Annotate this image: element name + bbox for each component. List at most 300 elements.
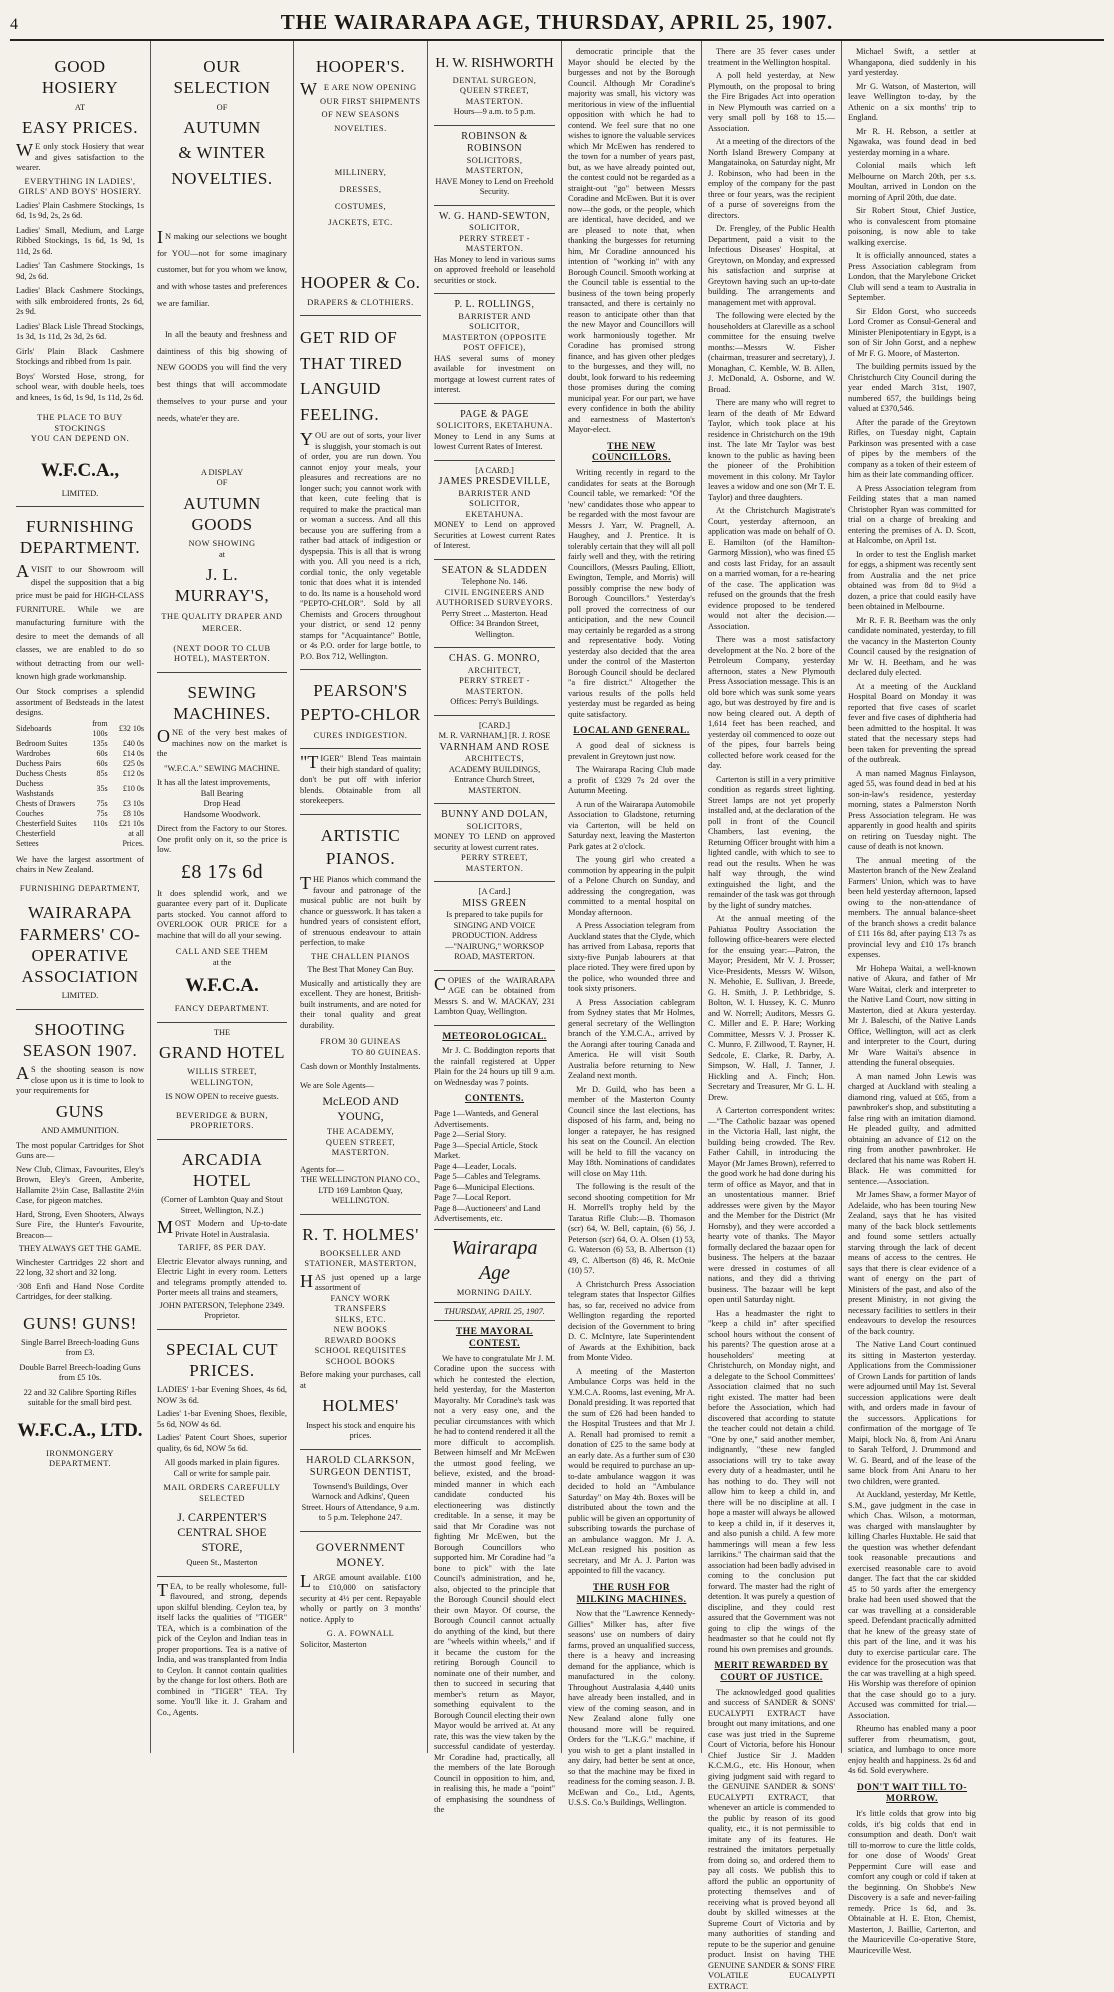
hand-sewton-ad xyxy=(434,206,555,295)
ad-address: QUEEN STREET, MASTERTON. xyxy=(325,1137,396,1158)
table-cell: 135s xyxy=(92,738,108,748)
ad-subheading: DENTAL SURGEON, xyxy=(452,75,537,85)
ad-subheading: BARRISTER AND SOLICITOR, xyxy=(458,311,531,331)
ad-heading: AUTUMN xyxy=(183,118,261,137)
ad-subheading: MAIL ORDERS CAREFULLY SELECTED xyxy=(163,1483,281,1503)
ad-heading: GUNS xyxy=(55,1101,105,1121)
special-prices-ad xyxy=(157,1330,287,1577)
ad-heading: SHOOTING SEASON 1907. xyxy=(22,1019,138,1061)
ad-text: Hours—9 a.m. to 5 p.m. xyxy=(453,107,536,116)
ad-subheading: ARCHITECT, xyxy=(467,665,522,675)
rishworth-ad xyxy=(434,47,555,126)
table-cell: £25 0s xyxy=(122,758,144,768)
ad-text: Telephone No. 146. xyxy=(461,577,528,586)
section-heading: THE RUSH FOR MILKING MACHINES. xyxy=(576,1582,687,1605)
story-paragraph: A Press Association telegram from Feilding states that a man named Christopher Ryan was committed for trial on a charge of breaking and entering the premises of A. D. Scott, at Halcombe, on April 1st. xyxy=(848,483,976,545)
table-cell: Duchess Washstands xyxy=(16,778,54,798)
ad-company: W.F.C.A., LTD. xyxy=(17,1419,143,1441)
ad-heading: ARCADIA HOTEL xyxy=(181,1149,263,1191)
ad-company: P. L. ROLLINGS, xyxy=(454,299,535,310)
ad-text: AT xyxy=(74,102,86,112)
ad-body: All goods marked in plain figures. Call or write for sample pair. xyxy=(164,1458,280,1478)
story-paragraph: Michael Swift, a settler at Whangapona, died suddenly in his yard yesterday. xyxy=(848,47,976,77)
table-cell: Chesterfield Suites xyxy=(16,818,77,828)
ad-body: Inspect his stock and enquire his prices. xyxy=(305,1420,416,1441)
ad-heading: GRAND HOTEL xyxy=(159,1043,285,1063)
ad-heading: SEWING MACHINES. xyxy=(173,682,271,724)
list-item: Ladies' Patent Court Shoes, superior quality, 6s 6d, NOW 5s 6d. xyxy=(157,1433,287,1453)
list-item: Girls' Plain Black Cashmere Stockings and ribbed from 1s pair. xyxy=(16,346,144,367)
pepto-ad xyxy=(300,316,421,670)
list-item: Single Barrel Breech-loading Guns from £3. xyxy=(21,1337,139,1358)
ad-address: QUEEN STREET, MASTERTON. xyxy=(459,86,530,106)
ad-text: THE xyxy=(213,1027,231,1037)
ad-subheading: EVERYTHING IN LADIES', GIRLS' AND BOYS' HOSIERY. xyxy=(18,176,142,197)
story-paragraph: Carterton is still in a very primitive condition as regards street lighting. Street lamps are not yet properly installed and, at the declaration of the poll in front of the Council Chambers, last evening, the Returning Officer brought with him a lighted candle, with which to see to read out the results. When he was half way through, the wind extinguished the light, and the remainder of the task was got through by the light of sundry matches. xyxy=(708,774,835,910)
bunny-dolan-ad xyxy=(434,804,555,882)
table-cell: 110s xyxy=(92,818,108,828)
ad-text: IRONMONGERY DEPARTMENT. xyxy=(46,1448,114,1469)
ad-company: G. A. FOWNALL xyxy=(326,1629,395,1639)
ad-body: Has Money to lend in various sums on approved freehold or leasehold securities or stock. xyxy=(434,254,555,285)
story-paragraph: The Wairarapa Racing Club made a profit of £329 7s 2d over the Autumn Meeting. xyxy=(568,765,695,796)
story-paragraph: A Christchurch Press Association telegram states that Inspector Gilfies has, so far, received no advice from Wellington regarding the reported decision of the Government to bring D. C. McIntyre, late Superintendent of Awards at the Exhibition, back from Monte Video. xyxy=(568,1279,695,1363)
ad-subheading: CIVIL ENGINEERS AND AUTHORISED SURVEYORS. xyxy=(435,587,554,607)
ad-subheading: FURNISHING DEPARTMENT, xyxy=(19,883,141,893)
ad-text: TO 80 GUINEAS. xyxy=(351,1047,421,1057)
presdeville-ad xyxy=(434,461,555,560)
dentist-ad xyxy=(300,1450,421,1532)
ad-company: SEATON & SLADDEN xyxy=(441,564,548,576)
ad-text: We are Sole Agents— xyxy=(300,1080,374,1090)
list-item: Boys' Worsted Hose, strong, for school wear, with double heels, toes and knees, 1s 6d, 1s 9d, 1s 11d, 2s 6d. xyxy=(16,371,144,402)
ad-text: M. R. VARNHAM,] [R. J. ROSE xyxy=(438,731,551,740)
story-paragraph: A Press Association telegram from Auckland states that the Clyde, which has arrived from Labasa, reports that sixty-five Punjab labourers at that place rioted. They were fired upon by the police, who wounded three and took sixty prisoners. xyxy=(568,921,695,994)
ad-body: Direct from the Factory to our Stores. One profit only on it, so the price is low. xyxy=(157,824,287,855)
ad-body: WE only stock Hosiery that wear and gives satisfaction to the wearer. xyxy=(16,140,144,173)
story-paragraph: At the Christchurch Magistrate's Court, yesterday afternoon, an application was made on behalf of O. E. Hamilton (of the Hamilton-Garmorg Mission), who was fined £5 and costs last Friday, for an assault on a married woman, for a re-hearing of the case. The application was refused on the grounds that the fresh evidence proposed to be tendered would not alter the decision.—Association. xyxy=(708,506,835,631)
ad-body: "TIGER" Blend Teas maintain their high standard of quality; don't be put off with inferior blends. Obtainable from all storekeepers. xyxy=(300,752,421,806)
section-heading: THE NEW COUNCILLORS. xyxy=(591,441,672,464)
list-item: FANCY WORK xyxy=(330,1293,391,1303)
ad-subheading: THE QUALITY DRAPER AND MERCER. xyxy=(161,611,283,634)
ad-heading: AUTUMN GOODS xyxy=(183,493,261,534)
story-paragraph: It's little colds that grow into big colds, it's big colds that end in consumption and death. Don't wait till to-morrow to cure the little colds, for one dose of Woods' Great Peppermint Cure will ease and comfort any cough or cold if taken at the beginning. On Shobbe's New Discovery is a safe and never-failing remedy. Price 1s 6d, and 3s. Obtainable at H. E. Eton, Chemist, Masterton, J. Baillie, Carterton, and the Mauriceville Co-operative Store, Mauriceville West. xyxy=(848,1809,976,1955)
ad-subheading: TARIFF, 8S PER DAY. xyxy=(178,1243,266,1253)
story-paragraph: A man named Magnus Finlayson, aged 55, was found dead in bed at his son-in-law's residence, yesterday morning, states a Palmerston North Press Association telegram. He was apparently in good health and spirits on retiring on Tuesday night. The cause of death is not known. xyxy=(848,768,976,851)
story-paragraph: In order to test the English market for eggs, a shipment was recently sent from Australia and the net price obtained was from 8d to 9½d a dozen, a price that could easily have been obtained in Melbourne. xyxy=(848,549,976,611)
list-item: The most popular Cartridges for Shot Guns are— xyxy=(16,1140,144,1161)
story-paragraph: Mr J. C. Boddington reports that the rainfall registered at Upper Plain for the 24 hours up till 9 a.m. on Wednesday was 7 points. xyxy=(434,1046,555,1087)
ad-heading: HOOPER'S. xyxy=(315,57,406,76)
ad-address: MASTERTON, xyxy=(465,166,524,175)
column-7 xyxy=(842,41,982,1955)
ad-body: HAVE Money to Lend on Freehold Security. xyxy=(435,176,554,196)
story-paragraph: Rheumo has enabled many a poor sufferer from rheumatism, gout, sciatica, and lumbago to once more enjoy health and happiness. 2s 6d and 4s 6d. Sold everywhere. xyxy=(848,1724,976,1775)
list-item: REWARD BOOKS xyxy=(324,1335,397,1345)
ad-body: LARGE amount available. £100 to £10,000 on satisfactory security at 4½ per cent. Repayable wholly or partly on 3 months' notice. Apply to xyxy=(300,1570,421,1624)
ad-company: J. CARPENTER'S CENTRAL SHOE STORE, xyxy=(177,1510,267,1555)
ad-heading: & WINTER xyxy=(178,143,266,163)
story-paragraph: At a meeting of the directors of the North Island Brewery Company at Mangatainoka, on Saturday night, Mr J. Robinson, who had been in the employ of the company for the past three or four years, was the recipient of a purse of sovereigns from the directors. xyxy=(708,137,835,220)
ad-text: CALL AND SEE THEM xyxy=(175,947,269,957)
table-cell: at all Prices. xyxy=(122,828,144,848)
table-cell: £8 10s xyxy=(122,808,144,818)
table-cell: Bedroom Suites xyxy=(16,738,68,748)
table-cell: Chesterfield Settees xyxy=(16,828,56,848)
story-paragraph: The young girl who created a commotion by appearing in the pulpit of a Pelone Church on Sunday, and addressing the congregation, was committed to a mental hospital on Monday afternoon. xyxy=(568,855,695,917)
list-item: 22 and 32 Calibre Sporting Rifles suitable for the small bird pest. xyxy=(23,1387,137,1408)
ad-company: WAIRARAPA FARMERS' CO-OPERATIVE ASSOCIATION xyxy=(19,903,141,987)
table-cell: £40 0s xyxy=(122,738,144,748)
table-row xyxy=(16,779,144,799)
list-item: THEY ALWAYS GET THE GAME. xyxy=(18,1244,142,1254)
story-paragraph: The following is the result of the second shooting competition for Mr H. Morrell's trophy held by the Taratua Rifle Club:—B. Thomason (scr) 64, W. Bell, captain, (6) 56, J. Peterson (scr) 64, O. A. Olsen (1) 53, G. Waterson (6) 53, B. Albertson (1) 49, C. Albertson (8) 46, R. McOnie (10) 57. xyxy=(568,1182,695,1276)
ad-body: Is prepared to take pupils for SINGING AND VOICE PRODUCTION. Address—"NAIRUNG," WORKSOP ROAD, MASTERTON. xyxy=(445,910,544,961)
list-item: Winchester Cartridges 22 short and 22 long, 32 short and 32 long. xyxy=(16,1257,144,1278)
ad-tagline: THE PLACE TO BUY STOCKINGS xyxy=(37,413,123,433)
ad-body: AS the shooting season is now close upon us it is time to look to your requirements for xyxy=(16,1063,144,1096)
table-cell: 75s xyxy=(96,798,108,808)
table-row xyxy=(16,769,144,779)
table-cell: 75s xyxy=(96,808,108,818)
ad-subheading: "W.F.C.A." SEWING MACHINE. xyxy=(164,763,280,773)
story-paragraph: Sir Eldon Gorst, who succeeds Lord Cromer as Consul-General and Minister Plenipotentiary in Egypt, is a son of Sir John Gorst, and a nephew of Mr F. G. Moore, of Masterton. xyxy=(848,306,976,358)
ad-body: THE Pianos which command the favour and patronage of the musical public are not built by chance or guesswork. It has taken a hundred years of consistent effort, of strenuous endeavour to attain perfection, to make xyxy=(300,873,421,948)
table-cell: £12 0s xyxy=(122,768,144,778)
table-cell: 85s xyxy=(96,768,108,778)
ad-subheading: BARRISTER AND SOLICITOR, xyxy=(458,488,531,508)
story-paragraph: The Native Land Court continued its sitting in Masterton yesterday. Applications from the Commissioner of Crown Lands for partition of lands were adjourned until May 1st. Several succession applications were dealt with, and orders made in favour of the successors. Applications for confirmation of the mortgage of Te Maipi, block No. 8, from Ani Anaru to Sarah Telford, J. Drummond and W. G. Beard, and of the lease of the same block from Ani Anaru to her two children, were granted. xyxy=(848,1340,976,1486)
ad-subheading: BOOKSELLER AND STATIONER, MASTERTON, xyxy=(304,1248,417,1269)
table-cell: £21 10s xyxy=(118,818,144,828)
story-paragraph: A Carterton correspondent writes:—"The Catholic bazaar was opened in the Victoria Hall, last night, the building being crowded. The Rev. Father Cahill, in introducing the Mayor (Mr James Brown), referred to the good work he had done during his term of office as Mayor, and that in an unostentatious manner. Brief addresses were given by the Mayor and the Member for the District (Mr Hornsby), and they were accorded a hearty vote of thanks. The Mayor formally declared the bazaar open for business. The helpers at the bazaar were dressed in costumes of all nations, and they did a thriving business. The bazaar will be kept open until Saturday night. xyxy=(708,1106,835,1304)
ad-body: WE ARE NOW OPENING OUR FIRST SHIPMENTS OF NEW SEASONS NOVELTIES. xyxy=(300,79,421,133)
list-item: Page 3—Special Article, Stock Market. xyxy=(434,1140,538,1161)
ad-company: ROBINSON & ROBINSON xyxy=(461,130,528,154)
story-paragraph: democratic principle that the Mayor should be elected by the burgesses and not by the Borough Council. Although Mr Coradine's majority was small, his victory was meritorious in view of the influential opposition with which he had to contend. We feel sure that no one wishes to ignore the valuable services which Mr McEwen has rendered to the town for a number of years past, but, as we have already pointed out, the contest could not be regarded as a straight-out "go" between Messrs Coradine and McEwen. But it is over now—the gods, or the people, which are identical, have decided, and we are pleased to note that, when thanking the burgesses for returning him, Mr Coradine announced his intention of "working in" with any Borough Council. Smooth working at the Council table is essential to the business of the town being properly transacted, and there is certainly no reason to anticipate other than that the new Mayor and Councillors will work harmoniously together. Mr Coradine has promised strong finance, and has given other pledges to the burgesses, and they will, no doubt, look forward to his redeeming those promises during the coming municipal year. For our part, we have every confidence in both the ability and earnestness of Masterton's Mayor-elect. xyxy=(568,47,695,434)
ad-subheading: SOLICITORS, xyxy=(466,155,523,165)
copies-notice xyxy=(434,971,555,1026)
ad-subheading: THE CHALLEN PIANOS xyxy=(311,951,410,961)
ad-company: PAGE & PAGE xyxy=(460,408,529,420)
list-item: Ladies' 1-bar Evening Shoes, flexible, 5s 6d, NOW 4s 6d. xyxy=(157,1409,287,1429)
ad-address: PERRY STREET - MASTERTON. xyxy=(459,233,530,253)
story-paragraph: At the annual meeting of the Pahiatua Poultry Association the following office-bearers were elected for the ensuing year:—Patron, the Mayor; President, Mr V. J. Prosser; Vice-Presidents, Messrs W. Wilson, N. Mehohie, E. Sullivan, J. Breede, G. H. Smith, J. P. Lethbridge, S. Bolton, W. I. Hussey, K. C. Munro and W. Norrell; Auditors, Messrs G. C. Miller and E. P. Hare; Working Committee, Messrs V. J. Prosser K. C. Munro, F. Zillwood, T. Rayner, H. Sedcole, E. Clarke, R. Darby, A. Simpson, W. Hall, J. Tanner, J. Hickling and A. Finch; Hon. Secretary and Treasurer, Mr G. L. H. Drew. xyxy=(708,914,835,1102)
ad-address: (Corner of Lambton Quay and Stout Street, Wellington, N.Z.) xyxy=(161,1195,283,1215)
table-cell: Couches xyxy=(16,808,44,818)
price: £8 17s 6d xyxy=(180,860,264,883)
column-3 xyxy=(294,41,428,1753)
ad-body: IN making our selections we bought for YOU—not for some imaginary customer, but for you whom we know, and with whose tastes and preferences we are familiar. xyxy=(157,226,287,308)
robinson-ad xyxy=(434,126,555,206)
ad-body: It does splendid work, and we guarantee every part of it. Duplicate parts stocked. You cannot afford to OVERLOOK OUR PRICE for a machine that will do all your sewing. xyxy=(157,888,287,940)
list-item: Ladies' Tan Cashmere Stockings, 1s 9d, 2s 6d. xyxy=(16,261,144,281)
story-paragraph: At a meeting of the Auckland Hospital Board on Monday it was reported that five cases of scarlet fever and five cases of diphtheria had been admitted to the hospital. It was stated that the necessary steps had been taken for preventing the spread of the outbreak. xyxy=(848,681,976,764)
paper-subtitle: MORNING DAILY. xyxy=(456,1287,533,1297)
table-row xyxy=(16,829,144,849)
ad-text: AND AMMUNITION. xyxy=(41,1126,119,1136)
story-paragraph: It is officially announced, states a Press Association cablegram from London, that the Marylebone Cricket Club will send a team to Australia in September. xyxy=(848,251,976,302)
hoopers-ad xyxy=(300,47,421,316)
ad-body: Our Stock comprises a splendid assortment of Bedsteads in the latest designs. xyxy=(16,687,144,718)
story-paragraph: Mr Hohepa Waitai, a well-known native of Akura, and father of Mr Ware Waitai, clerk and interpreter to the Native Land Court, now sitting in Masterton, died at Akura yesterday. Mr J. Baleschi, of the Native Lands Office, Wellington, will act as clerk and interpreter to the Court, during Mr Ware Waitai's absence in attending the funeral obsequies. xyxy=(848,963,976,1067)
table-cell: £32 10s xyxy=(118,723,144,733)
pianos-ad xyxy=(300,815,421,1215)
table-cell: 60s xyxy=(96,748,108,758)
list-item: Ladies' Plain Cashmere Stockings, 1s 6d, 1s 9d, 2s, 2s 6d. xyxy=(16,200,144,221)
list-item: SILKS, ETC. xyxy=(335,1314,386,1324)
pearsons-ad xyxy=(300,670,421,749)
list-item: SCHOOL BOOKS xyxy=(325,1356,396,1366)
newspaper-title: THE WAIRARAPA AGE, THURSDAY, APRIL 25, 1907. xyxy=(280,10,834,34)
table-row xyxy=(16,739,144,749)
tiger-tea-ad xyxy=(300,749,421,815)
list-item: ·308 Enfi and Hand Nose Cordite Cartridges, for deer stalking. xyxy=(16,1281,144,1302)
ad-company: W. G. HAND-SEWTON, xyxy=(439,210,550,222)
table-cell: Duchess Pairs xyxy=(16,758,62,768)
meteorological-section xyxy=(434,1032,555,1089)
ad-body: ONE of the very best makes of machines now on the market is the xyxy=(157,726,287,759)
ad-subheading: ARCHITECTS, xyxy=(464,754,525,763)
ad-body: We have the largest assortment of chairs in New Zealand. xyxy=(16,854,144,875)
story-paragraph: The annual meeting of the Masterton branch of the New Zealand Farmers' Union, which was to have been held yesterday afternoon, lapsed owing to the non-attendance of members. The annual balance-sheet of the branch shows a credit balance of £11 16s 8d, after paying £13 7s as provincial levy and £10 17s branch expenses. xyxy=(848,855,976,959)
story-paragraph: A man named John Lewis was charged at Auckland with stealing a diamond ring, valued at £65, from a pawnbroker's shop, and substituting a false ring with an imitation diamond. He pleaded guilty, and admitted obtaining an advance of £12 on the ring from another pawnbroker. He declared that his name was Robert H. Black. He was committed for sentence.—Association. xyxy=(848,1071,976,1186)
ad-address: EKETAHUNA. xyxy=(465,509,524,519)
table-cell: Chests of Drawers xyxy=(16,798,76,808)
ad-text: [CARD.] xyxy=(479,720,510,730)
table-row xyxy=(16,719,144,739)
ad-company: BUNNY AND DOLAN, xyxy=(441,809,548,820)
miss-green-ad xyxy=(434,882,555,971)
list-item: Handsome Woodwork. xyxy=(183,809,261,819)
table-row xyxy=(16,809,144,819)
ad-subheading: DRAPERS & CLOTHIERS. xyxy=(307,297,414,307)
ad-text: OF xyxy=(216,478,228,488)
ad-company: H. W. RISHWORTH xyxy=(435,56,554,71)
ad-body: HAS several sums of money available for investment on mortgage at lowest current rates of interest. xyxy=(434,353,555,394)
ad-company: HOOPER & Co. xyxy=(300,273,421,293)
ad-text: The Best That Money Can Buy. xyxy=(307,965,414,975)
list-item: Page 2—Serial Story. xyxy=(434,1130,507,1140)
table-cell xyxy=(78,829,108,849)
story-paragraph: After the parade of the Greytown Rifles, on Tuesday night, Captain Parkinson was presented with a case of pipes by the members of the company as a token of their esteem of him as their late commanding officer. xyxy=(848,417,976,479)
ad-body: HAS just opened up a large assortment of xyxy=(300,1270,421,1293)
ad-heading: OUR SELECTION xyxy=(173,57,271,98)
story-paragraph: A good deal of sickness is prevalent in Greytown just now. xyxy=(568,741,695,761)
arcadia-hotel-ad xyxy=(157,1140,287,1330)
furnishing-ad xyxy=(16,507,144,1010)
ad-heading: GET RID OF THAT TIRED LANGUID FEELING. xyxy=(300,328,403,424)
list-item: Ball Bearing xyxy=(200,788,244,798)
ad-heading: ARTISTIC PIANOS. xyxy=(320,825,401,869)
ad-company: R. T. HOLMES' xyxy=(302,1224,419,1244)
tea-ad xyxy=(157,1577,287,1726)
list-item: Page 5—Cables and Telegrams. xyxy=(434,1172,541,1182)
ad-tagline: YOU CAN DEPEND ON. xyxy=(30,434,130,444)
table-cell: from 100s xyxy=(92,718,108,738)
ad-proprietor: JOHN PATERSON, Telephone 2349. Proprietor. xyxy=(159,1300,285,1321)
ad-address: PERRY STREET, MASTERTON. xyxy=(461,853,528,873)
ad-address: MASTERTON (OPPOSITE POST OFFICE), xyxy=(442,332,547,352)
ad-address: THE ACADEMY, xyxy=(326,1127,395,1137)
story-paragraph: Mr R. H. Rebson, a settler at Ngawaka, was found dead in bed yesterday morning in a whare. xyxy=(848,126,976,157)
list-item: MILLINERY, xyxy=(334,168,387,177)
column-2 xyxy=(151,41,294,1753)
table-cell: £10 0s xyxy=(122,783,144,793)
ad-body: TEA, to be really wholesome, full-flavoured, and strong, depends upon skilful blending. Ceylon tea, by itself lacks the qualities of "TIGER" TEA, which is a combination of the pick of the Ceylon and Indian teas in proper proportions. Tea is a native of India, and was transplanted from India to Ceylon. It cannot contain qualities by the change for lost others. Both are combined in "TIGER" TEA. Try some. You'll like it. J. Graham and Co., Agents. xyxy=(157,1579,287,1717)
table-row xyxy=(16,799,144,809)
shooting-ad xyxy=(16,1010,144,1477)
column-1 xyxy=(10,41,151,1753)
story-paragraph: Colonial mails which left Melbourne on March 20th, per s.s. Moultan, arrived in London on the morning of April 20th, due date. xyxy=(848,161,976,202)
seaton-ad xyxy=(434,560,555,649)
column-4 xyxy=(428,41,562,1814)
columns xyxy=(10,41,1104,1991)
table-row xyxy=(16,749,144,759)
ad-body: In all the beauty and freshness and daintiness of this big showing of NEW GOODS you will find the very best things that will accommodate themselves to your purse and your needs, whate'er they are. xyxy=(157,329,287,423)
ad-body: MOST Modern and Up-to-date Private Hotel in Australasia. xyxy=(157,1217,287,1239)
table-cell: Sideboards xyxy=(16,723,52,733)
story-paragraph: A poll held yesterday, at New Plymouth, on the proposal to bring the Fire Brigades Act into operation in New Plymouth was carried on a very small poll by 168 to 15.—Association. xyxy=(708,71,835,133)
story-paragraph: Now that the "Lawrence Kennedy-Gillies" Milker has, after five seasons' use on numbers of dairy farms, proved an unqualified success, there is a heavy and increasing demand for the appliance, which is manufactured in the colony. Throughout Australasia 4,440 units have already been installed, and in view of the coming season, and in New Zealand alone fully one thousand more will be required. Orders for the "L.K.G." machine, if you wish to get a plant installed in any dairy, had better be sent at once, so that the machine may be fixed in readiness for the coming season. J. B. McEwan and Co., Ltd., Agents, U.S.S. Co.'s Buildings, Wellington. xyxy=(568,1609,695,1808)
story-paragraph: There are many who will regret to learn of the death of Mr Edward Taylor, which took place at his residence in Christchurch on the 19th inst. The late Mr Taylor was best known to the public as having been the pioneer of the Prohibition movement in this colony. Mr Taylor leaves a widow and one son (Mr T. E. Taylor) and three daughters. xyxy=(708,398,835,502)
ad-address: ACADEMY BUILDINGS, Entrance Church Street, MASTERTON. xyxy=(448,764,541,795)
editorial-masthead xyxy=(434,1229,555,1304)
story-paragraph: Has a headmaster the right to "keep a child in" after specified school hours without the consent of his parents? The question arose at a householders' meeting at Christchurch, on Monday night, and a delegate to the School Committees' Association claimed that no such right existed. The matter had been before the Association, which had discovered that according to statute the teacher could not detain a child. "One by one," said another member, indignantly, "these new fangled associations will try to take away every duty of a headmaster, until he has nothing to do. They will not allow him to keep a child in, and there will be no discipline at all. I hope a master will always be allowed to keep a child in, if it deserves it, and also punish a child. A few more hammerings will mean a few less larrikins." The chairman said that the association had been badly advised in coming to the conclusion put forward. The master had the right of detention. It was purely a question of discipline, and they could rest assured that the Government was not going to clip the wings of the headmaster so that he could not fly round his own premises and grounds. xyxy=(708,1308,835,1654)
holmes-ad xyxy=(300,1215,421,1450)
list-item: Hard, Strong, Even Shooters, Always Sure Fire, the Hunter's Favourite, Breacon— xyxy=(16,1209,144,1240)
ad-company: W.F.C.A., xyxy=(40,459,120,481)
ad-heading: FURNISHING DEPARTMENT. xyxy=(19,517,141,558)
sewing-ad xyxy=(157,673,287,1023)
monro-ad xyxy=(434,648,555,716)
ad-address: PERRY STREET - MASTERTON. xyxy=(459,676,530,696)
ad-text: Offices: Perry's Buildings. xyxy=(450,697,539,706)
page-number: 4 xyxy=(10,16,18,33)
contents-section xyxy=(434,1094,555,1224)
ad-heading: PEARSON'S PEPTO-CHLOR xyxy=(300,681,421,724)
guns-list xyxy=(16,1338,144,1409)
ad-text: A DISPLAY xyxy=(200,467,244,477)
ad-heading: GUNS! GUNS! xyxy=(23,1313,137,1333)
grand-hotel-ad xyxy=(157,1023,287,1140)
edition-date: THURSDAY, APRIL 25, 1907. xyxy=(434,1307,555,1321)
column-6 xyxy=(702,41,842,1991)
ad-address: Queen St., Masterton xyxy=(186,1558,258,1568)
ad-address: WILLIS STREET, WELLINGTON, xyxy=(187,1067,257,1087)
ad-company: CHAS. G. MONRO, xyxy=(448,653,541,664)
paper-name: Wairarapa Age xyxy=(451,1236,538,1284)
ad-heading: GOVERNMENT MONEY. xyxy=(316,1539,405,1569)
ad-text: LIMITED. xyxy=(61,488,99,498)
list-item: Page 1—Wanteds, and General Advertisements. xyxy=(434,1109,539,1129)
table-row xyxy=(16,759,144,769)
ad-body: Townsend's Buildings, Over Warnock and Adkins', Queen Street. Hours of Attendance, 9 a.m. to 5 p.m. Telephone 247. xyxy=(301,1481,420,1523)
government-money-ad xyxy=(300,1532,421,1658)
list-item: LADIES' 1-bar Evening Shoes, 4s 6d, NOW 3s 6d. xyxy=(157,1385,287,1405)
list-item: Page 4—Leader, Locals. xyxy=(434,1161,517,1171)
section-heading: METEOROLOGICAL. xyxy=(442,1031,547,1042)
list-item: DRESSES, xyxy=(339,184,382,194)
hosiery-ad xyxy=(16,47,144,507)
column-5 xyxy=(562,41,702,1808)
ad-body: MONEY to Lend on approved Securities at Lowest current Rates of Interest. xyxy=(434,520,555,550)
table-row xyxy=(16,819,144,829)
story-paragraph: A meeting of the Masterton Ambulance Corps was held in the Y.M.C.A. Rooms, last evening, Mr A. Donald presiding. It was reported that the sum of £26 had been handed to the Hospital Trustees and that Mr J. A. Renall had promised to remit a donation of £25 to the same body at an early date. As a further sum of £30 would be required to purchase an up-to-date ambulance waggon it was decided to hold an "Ambulance Saturday" on May 4th. Boxes will be distributed about the town and the public will be given an opportunity of subscribing towards the purchase of an ambulance waggon. Mr J. A. McLean resigned his position as secretary, and Mr A. J. Parton was appointed to fill the vacancy. xyxy=(568,1366,695,1576)
ad-address: Solicitor, Masterton xyxy=(300,1639,367,1649)
ad-heading: EASY PRICES. xyxy=(22,118,138,137)
price-table xyxy=(16,719,144,849)
ad-text: at the xyxy=(212,957,232,967)
story-paragraph: Dr. Frengley, of the Public Health Department, paid a visit to the Infectious Diseases' Hospital, at Greytown, on Monday, and expressed his satisfaction and surprise at Greytown having such an up-to-date building. The arrangements and management met with approval. xyxy=(708,224,835,307)
story-paragraph: Writing recently in regard to the candidates for seats at the Borough Council table, we remarked: "Of the 'new' candidates those who appear to be regarded with the most favour are Messrs J. Yarr, W. Pragnell, A. Haughey, and J. Prentice. It is tolerably certain that they will all poll fairly well and they, with the retiring Councillors, (Messrs Pauling, Elliott, Ewington, Temple, and Morris) will possibly comprise the new body of Borough Councillors." Yesterday's poll proved the correctness of our anticipation, and the new Council may certainly be regarded as a strong and representative body. Voting yesterday also decided that the area under the control of the Masterton Borough Council should be declared "a fire district." Altogether the various results of the polls held yesterday must be regarded as being quite satisfactory. xyxy=(568,468,695,719)
story-paragraph: Mr G. Watson, of Masterton, will leave Wellington to-day, by the Athenic on a six months' trip to England. xyxy=(848,81,976,122)
section-heading: CONTENTS. xyxy=(464,1094,525,1105)
hosiery-list xyxy=(16,201,144,404)
ad-body: Money to Lend in any Sums at lowest Current Rates of Interest. xyxy=(434,431,555,451)
ad-text: FANCY DEPARTMENT. xyxy=(174,1004,270,1014)
table-cell: Wardrobes xyxy=(16,748,51,758)
list-item: NEW BOOKS xyxy=(333,1325,388,1335)
ad-text: FROM 30 GUINEAS xyxy=(320,1037,401,1047)
cartridge-list xyxy=(16,1141,144,1303)
ad-company: HAROLD CLARKSON, SURGEON DENTIST, xyxy=(306,1454,415,1479)
ad-text: OF xyxy=(216,102,228,112)
story-paragraph: Sir Robert Stout, Chief Justice, who is convalescent from ptomaine poisoning, is now able to take walking exercise. xyxy=(848,206,976,247)
ad-company: JAMES PRESDEVILLE, xyxy=(438,476,551,487)
list-item: New Club, Climax, Favourites, Eley's Brown, Eley's Green, Amberite, Hallamite 2½in Case, Ballastite 2½in Case, for pigeon matches. xyxy=(16,1164,144,1206)
ad-subheading: CURES INDIGESTION. xyxy=(313,730,408,740)
ad-body: Electric Elevator always running, and Electric Light in every room. Letters and telegrams promptly attended to. Porter meets all trains and steamers, xyxy=(157,1256,287,1298)
list-item: JACKETS, ETC. xyxy=(328,218,393,228)
list-item: Drop Head xyxy=(203,799,241,809)
story-paragraph: We have to congratulate Mr J. M. Coradine upon the success with which he contested the election, held yesterday, for the Masterton Mayoralty. Mr Coradine's task was not a very easy one, and the peculiar circumstances with which he had to contend rendered it all the more difficult to accomplish. Between himself and Mr McEwen the utmost good feeling, we believe, existed, and the broad-minded manner in which each candidate conducted his electioneering was distinctly creditable. In a sense, it may be said that Mr Coradine was not fighting Mr McEwen, but the Borough Councillors who supported him. Mr Coradine had "a bone to pick" with the late Council's administration, and he, also, objected to the principle that the Borough Council should elect their own Mayor. Of course, the Borough Council cannot actually do anything of the kind, but there are "wheels within wheels," and if it became the custom for the retiring Borough Council to nominate one of their number, and then to succeed in securing that member's return as Mayor, something equivalent to the Borough Council electing their own Mayor would be arrived at. At any rate, this was the view taken by the successful candidate of yesterday. Mr Coradine had, practically, all the members of the late Borough Council in opposition to him, and, in realising this, he made a "point" of emphasising the soundness of the xyxy=(434,1353,555,1814)
table-cell: 60s xyxy=(96,758,108,768)
ad-proprietor: BEVERIDGE & BURN, PROPRIETORS. xyxy=(175,1110,269,1131)
ad-address: THE WELLINGTON PIANO CO., LTD 169 Lambton Quay, WELLINGTON. xyxy=(300,1175,421,1206)
section-heading: LOCAL AND GENERAL. xyxy=(573,726,690,737)
list-item: TRANSFERS xyxy=(334,1304,387,1314)
story-paragraph: Mr R. F. R. Beetham was the only candidate nominated, yesterday, to fill the vacancy in the Masterton County Council caused by the resignation of Mr W. H. Beetham, and he was declared duly elected. xyxy=(848,615,976,677)
varnham-rose-ad xyxy=(434,716,555,805)
ad-body: AVISIT to our Showroom will dispel the supposition that a big price must be paid for HIGH-CLASS FURNITURE. While we are manufacturing furniture with the desire to meet the demands of all classes, we are enabled to do so without detracting from our well-known high grade workmanship. xyxy=(16,560,144,681)
ad-heading: GOOD HOSIERY xyxy=(41,57,119,98)
section-heading: THE MAYORAL CONTEST. xyxy=(455,1326,534,1349)
ad-company: McLEOD AND YOUNG, xyxy=(322,1094,399,1124)
ad-body: Before making your purchases, call at xyxy=(300,1370,421,1390)
ad-text: at xyxy=(218,549,226,559)
story-paragraph: The building permits issued by the Christchurch City Council during the year ended March 31st, 1907, numbered 657, the buildings being valued at £370,546. xyxy=(848,362,976,413)
story-paragraph: At Auckland, yesterday, Mr Kettle, S.M., gave judgment in the case in which Chas. Wilson, a motorman, was charged with manslaughter by killing Charles Huxtable. He said that the question was whether defendant took reasonable precautions and exercised reasonable care to avoid danger. The fact that the car skidded 45 to 50 yards after the emergency brake had been used showed that the car was travelling at a considerable speed. Defendant practically admitted that he knew of the greasy state of this part of the line, and it was his duty to exercise particular care. The evidence for the prosecution was that the car was travelling at a high speed. His Worship was therefore of opinion that the case should go to a jury. Accused was committed for trial.—Association. xyxy=(848,1490,976,1720)
list-item: COSTUMES, xyxy=(334,201,387,211)
ad-address: Perry Street ... Masterton. Head Office: 34 Brandon Street, Wellington. xyxy=(441,608,548,639)
ad-subheading: SOLICITORS, EKETAHUNA. xyxy=(436,421,553,430)
ad-body: YOU are out of sorts, your liver is sluggish, your stomach is out of order, you are run down. You cannot enjoy your meals, your pleasures and recreations are no longer such; you cannot work with that keen, cute feeling that is required to make the practical man or woman a success. And all this because you are suffering from a rather bad attack of indigestion or dyspepsia. This is all that is wrong with you. All you need is a rich, cordial tonic, the only vegetable tonic that does what it is intended to do. Its name is a household word "PEPTO-CHLOR". Sold by all Chemists and Grocers throughout your district, or send 12 penny stamps for "Acquaintance" Bottle, or 4s P.O. order for large bottle, to P.O. Box 712, Wellington. xyxy=(300,429,421,661)
ad-company: W.F.C.A. xyxy=(185,975,259,997)
list-item: SCHOOL REQUISITES xyxy=(314,1346,407,1356)
masthead xyxy=(10,10,1104,41)
ad-address: (NEXT DOOR TO CLUB HOTEL), MASTERTON. xyxy=(173,643,271,664)
selection-ad xyxy=(157,47,287,673)
list-item: Ladies' Small, Medium, and Large Ribbed Stockings, 1s 6d, 1s 9d, 1s 11d, 2s 6d. xyxy=(16,225,144,256)
ad-text: [A CARD.] xyxy=(475,465,514,475)
story-paragraph: A Press Association cablegram from Sydney states that Mr Holmes, general secretary of the Wellington branch of the Y.M.C.A., arrived by the Aorangi after touring Canada and America. He will visit South Australia before returning to New Zealand next month. xyxy=(568,997,695,1081)
section-heading: DON'T WAIT TILL TO-MORROW. xyxy=(856,1782,968,1805)
table-cell: £3 10s xyxy=(122,798,144,808)
page-solicitors-ad xyxy=(434,404,555,461)
story-paragraph: The following were elected by the householders at Clareville as a school committee for the ensuing twelve months:—Messrs W. Fisher (chairman, treasurer and secretary), J. Monaghan, C. Kemble, W. B. Allen, J. McDonald, A. Osborne, and W. Broad. xyxy=(708,311,835,394)
